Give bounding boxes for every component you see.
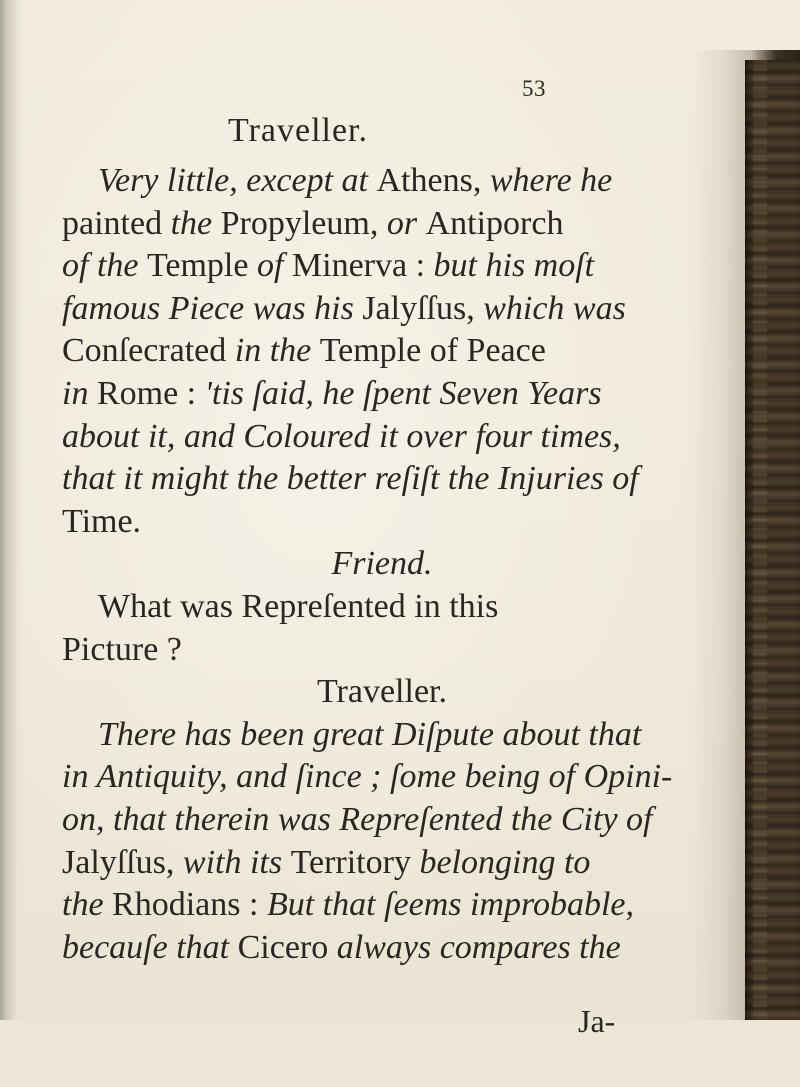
text-run: Minerva : <box>291 247 434 285</box>
text-run: Rome : <box>96 374 205 412</box>
speaker-friend: Friend. <box>331 545 433 583</box>
text-run: Propyleum, <box>220 204 387 242</box>
text-run: where he <box>489 162 613 199</box>
text-run: Jalyſſus, <box>62 843 183 881</box>
text-run: about it, and Coloured it over four times, <box>62 417 621 455</box>
text-run: on, that therein was Repreſented the City of <box>62 800 653 838</box>
text-run: Athens, <box>376 162 490 199</box>
text-run: Antiporch <box>425 204 564 242</box>
text-run: becauſe that <box>62 928 238 966</box>
text-run: Temple of Peace <box>319 332 546 370</box>
text-run: There has been great Diſpute about that <box>98 715 642 753</box>
text-line <box>62 288 702 331</box>
text-run: belonging to <box>419 843 591 881</box>
text-run: the <box>170 204 221 242</box>
text-run: But that ſeems improbable, <box>266 886 634 924</box>
text-line <box>62 245 702 288</box>
text-run: Conſecrated <box>62 332 235 370</box>
text-line <box>62 799 702 842</box>
text-run: in Antiquity, and ſince ; ſome being of Opini- <box>62 758 673 796</box>
text-run: in <box>62 374 97 412</box>
text-run: Jalyſſus, <box>362 289 484 327</box>
catchword: Ja- <box>578 1003 616 1039</box>
text-line <box>62 756 702 799</box>
text-line <box>62 714 702 757</box>
text-run: Cicero <box>237 928 337 966</box>
text-run: always compares the <box>336 928 621 966</box>
text-run: which was <box>483 289 626 327</box>
text-run: Temple <box>146 247 257 285</box>
text-run: 'tis ſaid, he ſpent Seven Years <box>204 374 602 412</box>
text-run: or <box>386 204 426 242</box>
page-bottom-margin <box>0 1020 800 1087</box>
text-line <box>62 160 702 203</box>
text-run: Time. <box>62 502 142 540</box>
book-spine <box>745 60 800 1035</box>
text-run: Rhodians : <box>112 886 267 924</box>
text-run: painted <box>62 204 171 242</box>
text-run: Territory <box>290 843 420 881</box>
running-head: Traveller. <box>228 112 369 149</box>
text-run: with its <box>182 843 291 881</box>
text-line <box>62 330 702 373</box>
text-line <box>62 373 702 416</box>
text-line: What was Repreſented in this <box>98 587 499 625</box>
text-run: Very little, except at <box>98 162 377 199</box>
text-run: of <box>256 247 292 285</box>
speaker-traveller: Traveller. <box>316 673 447 711</box>
text-run: the <box>62 886 113 924</box>
text-line <box>62 203 702 246</box>
text-line <box>62 927 702 970</box>
page-number: 53 <box>522 76 546 101</box>
text-run: but his moſt <box>433 247 595 285</box>
page-left-edge <box>0 0 24 1087</box>
text-run: that it might the better reſiſt the Injuries of <box>62 460 639 498</box>
text-run: of the <box>62 247 147 285</box>
text-line <box>62 842 702 885</box>
text-line: Picture ? <box>62 630 182 668</box>
text-line <box>62 501 702 544</box>
body-text <box>62 160 702 969</box>
text-run: famous Piece was his <box>62 289 363 327</box>
text-line <box>62 416 702 459</box>
text-line <box>62 458 702 501</box>
text-line <box>62 884 702 927</box>
text-run: in the <box>234 332 320 370</box>
